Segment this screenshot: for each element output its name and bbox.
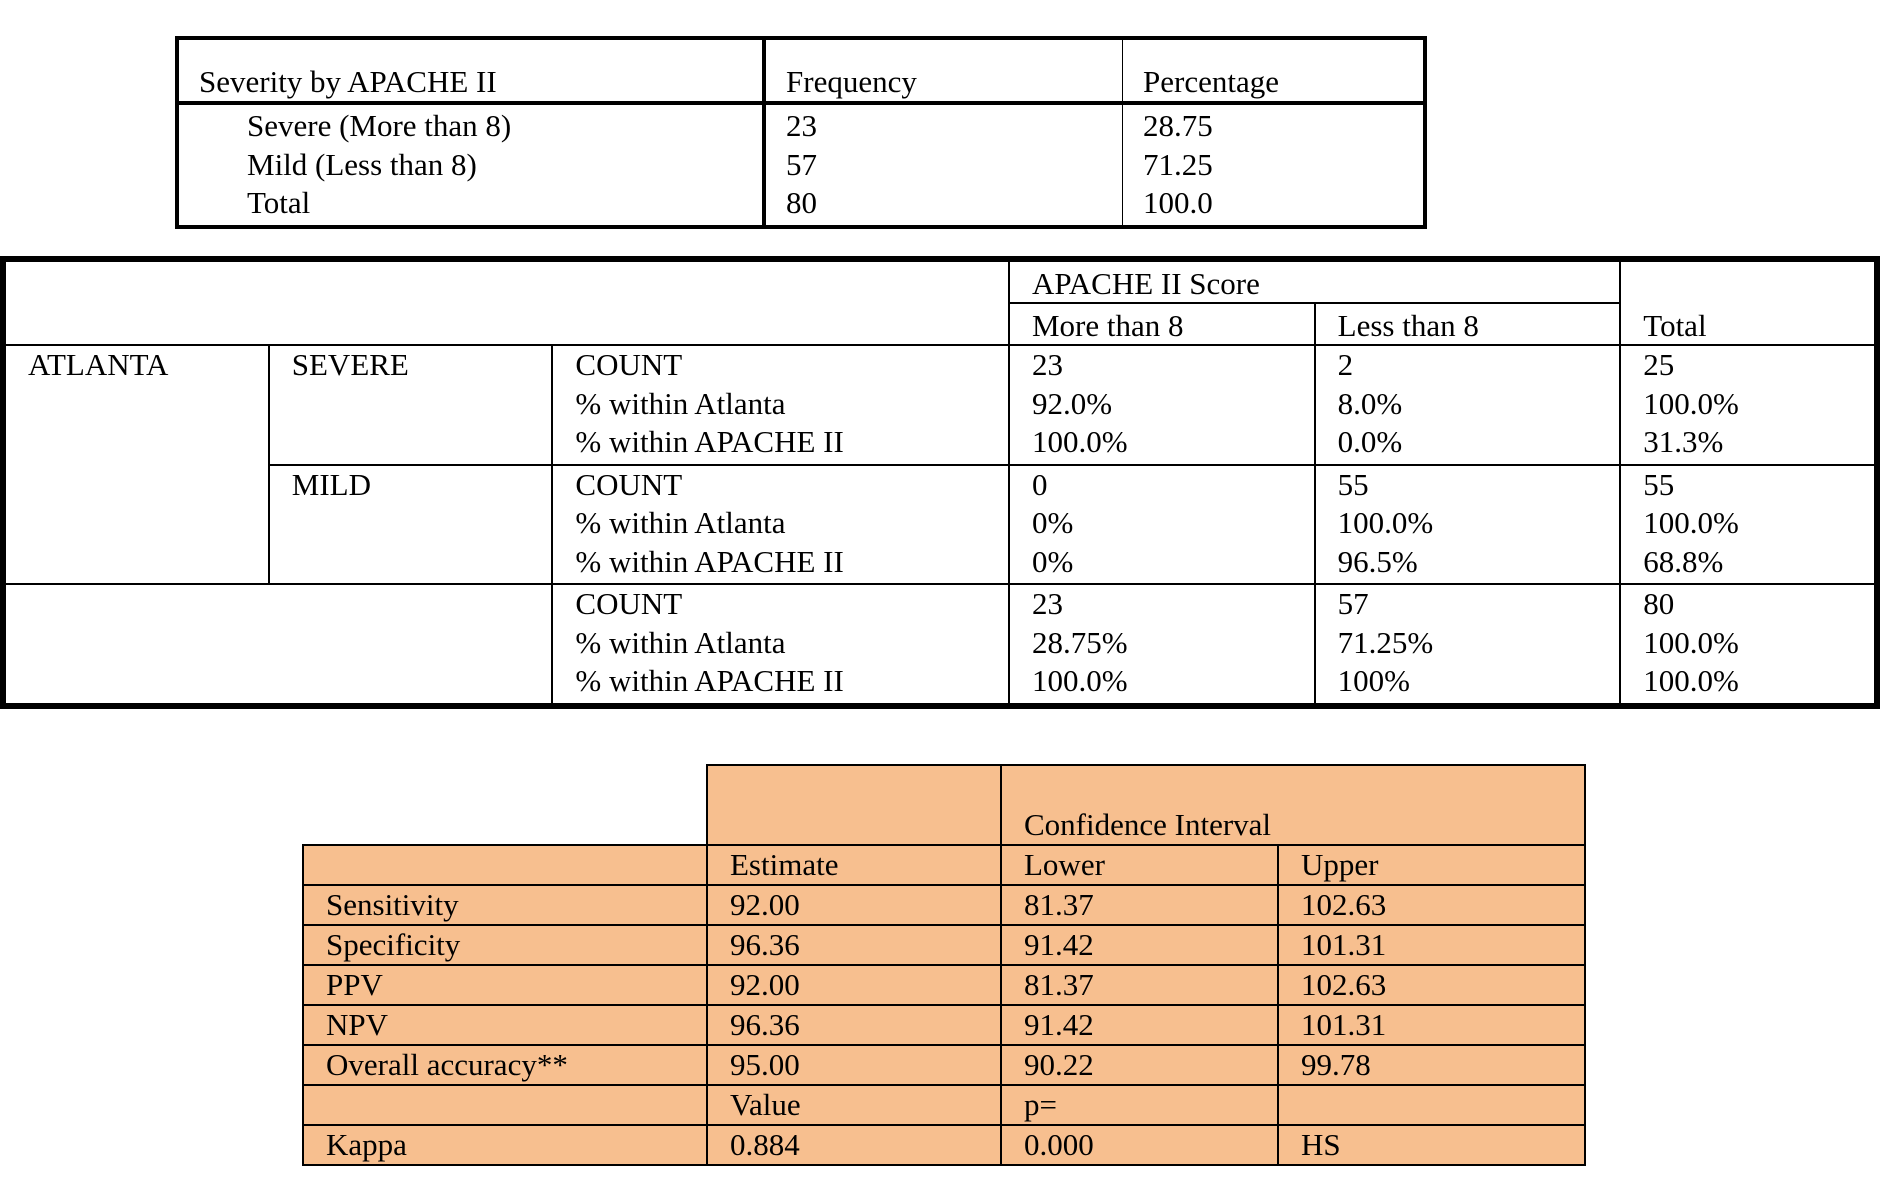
table2-section-label: MILD <box>269 465 553 585</box>
table3-upper: 102.63 <box>1278 885 1585 925</box>
table3-label: PPV <box>303 965 707 1005</box>
table2-cell: 23 <box>1031 347 1063 382</box>
table3-row <box>303 885 1585 925</box>
table3-empty-corner <box>303 765 707 845</box>
table1-frequency-column <box>764 103 1123 227</box>
table3-estimate: 92.00 <box>707 885 1001 925</box>
table3-p-header: p= <box>1001 1085 1278 1125</box>
table1-cell: 57 <box>786 146 817 182</box>
table2-corner-cell <box>3 259 1009 345</box>
table3-label: Sensitivity <box>303 885 707 925</box>
table3-row-label-blank <box>303 1085 707 1125</box>
table3-upper: 101.31 <box>1278 1005 1585 1045</box>
table3-lower-header: Lower <box>1001 845 1278 885</box>
table2-cell: 31.3% <box>1643 424 1724 459</box>
table3-lower: 81.37 <box>1001 885 1278 925</box>
table2-cell: % within Atlanta <box>575 385 786 421</box>
table2-cell: 80 <box>1643 586 1675 621</box>
table3-blank-estimate-header <box>707 765 1001 845</box>
table2-less-values <box>1315 465 1621 585</box>
table2-section-total <box>3 584 1877 706</box>
table2-cell: 100.0% <box>1643 505 1739 540</box>
table2-cell: % within APACHE II <box>575 424 844 459</box>
table3-upper-header: Upper <box>1278 845 1585 885</box>
table3-row <box>303 965 1585 1005</box>
table3-blank-cell <box>1278 1085 1585 1125</box>
table1-cell: Mild (Less than 8) <box>247 146 477 182</box>
severity-frequency-table <box>175 36 1427 229</box>
table2-cell: 2 <box>1337 347 1354 382</box>
table3-value-header: Value <box>707 1085 1001 1125</box>
table2-cell: 100.0% <box>1643 663 1739 698</box>
table3-label: Overall accuracy** <box>303 1045 707 1085</box>
table2-more-values <box>1009 465 1315 585</box>
table2-cell: 100.0% <box>1337 505 1434 540</box>
table2-cell: COUNT <box>575 586 683 621</box>
table3-lower: 90.22 <box>1001 1045 1278 1085</box>
table2-group-header: APACHE II Score <box>1009 259 1620 303</box>
table2-header-row-1 <box>3 259 1877 303</box>
table3-estimate-header: Estimate <box>707 845 1001 885</box>
table2-cell: COUNT <box>575 347 683 382</box>
table2-cell: 0.0% <box>1337 424 1403 459</box>
diagnostic-accuracy-table <box>302 764 1586 1166</box>
table2-total-values <box>1620 465 1877 585</box>
table3-kappa-value: 0.884 <box>707 1125 1001 1165</box>
table1-header-frequency: Frequency <box>764 38 1123 103</box>
table1-cell: 28.75 <box>1143 108 1213 143</box>
table2-cell: 96.5% <box>1337 543 1418 579</box>
table2-header-more: More than 8 <box>1009 303 1315 345</box>
table3-upper: 102.63 <box>1278 965 1585 1005</box>
table2-row-group-label: ATLANTA <box>3 345 269 584</box>
table3-row-label-blank <box>303 845 707 885</box>
table2-header-total: Total <box>1620 259 1877 345</box>
table3-lower: 81.37 <box>1001 965 1278 1005</box>
table1-header-row <box>177 38 1425 103</box>
table3-upper: 101.31 <box>1278 925 1585 965</box>
table3-label: Specificity <box>303 925 707 965</box>
table3-estimate: 96.36 <box>707 925 1001 965</box>
table2-total-values <box>1620 345 1877 465</box>
table2-header-less: Less than 8 <box>1315 303 1621 345</box>
table3-ci-header: Confidence Interval <box>1001 765 1585 845</box>
table2-section-severe <box>3 345 1877 465</box>
table2-cell: 8.0% <box>1337 385 1403 421</box>
table2-cell: 23 <box>1031 586 1063 621</box>
table3-row <box>303 1005 1585 1045</box>
table2-cell: 0% <box>1031 543 1074 579</box>
table2-cell: 25 <box>1643 347 1675 382</box>
table1-cell: 23 <box>786 108 817 143</box>
table2-cell: 100% <box>1337 663 1410 698</box>
table2-cell: % within Atlanta <box>575 505 786 540</box>
table2-section-label <box>3 584 552 706</box>
table2-cell: 100.0% <box>1031 663 1128 698</box>
table3-header-row-2 <box>303 845 1585 885</box>
table3-kappa-significance: HS <box>1278 1125 1585 1165</box>
table2-cell: 100.0% <box>1643 624 1739 660</box>
table2-cell: % within APACHE II <box>575 663 844 698</box>
table1-cell: 80 <box>786 185 817 220</box>
table3-label: Kappa <box>303 1125 707 1165</box>
table1-severity-column <box>177 103 764 227</box>
table3-upper: 99.78 <box>1278 1045 1585 1085</box>
table3-estimate: 95.00 <box>707 1045 1001 1085</box>
table2-cell: 68.8% <box>1643 543 1724 579</box>
table2-cell: 71.25% <box>1337 624 1434 660</box>
table1-cell: 100.0 <box>1143 185 1213 220</box>
table2-section-mild <box>3 465 1877 585</box>
table1-cell: Severe (More than 8) <box>247 108 512 143</box>
table2-section-label: SEVERE <box>269 345 553 465</box>
table2-measures <box>552 465 1009 585</box>
table2-less-values <box>1315 345 1621 465</box>
table2-cell: 28.75% <box>1031 624 1128 660</box>
table2-measures <box>552 584 1009 706</box>
table1-percentage-column <box>1123 103 1426 227</box>
table2-cell: 0% <box>1031 505 1074 540</box>
table1-cell: 71.25 <box>1143 146 1213 182</box>
table3-row <box>303 1045 1585 1085</box>
table3-header-row-1 <box>303 765 1585 845</box>
table3-row <box>303 925 1585 965</box>
table2-cell: 55 <box>1337 466 1369 502</box>
table3-kappa-header-row <box>303 1085 1585 1125</box>
table1-body <box>177 103 1425 227</box>
table2-cell: 100.0% <box>1643 385 1739 421</box>
table3-kappa-p: 0.000 <box>1001 1125 1278 1165</box>
table2-less-values <box>1315 584 1621 706</box>
table2-cell: 55 <box>1643 466 1675 502</box>
table1-header-percentage: Percentage <box>1123 38 1426 103</box>
atlanta-apache-crosstab <box>0 256 1880 709</box>
table2-more-values <box>1009 345 1315 465</box>
table1-header-severity: Severity by APACHE II <box>177 38 764 103</box>
table2-more-values <box>1009 584 1315 706</box>
table2-cell: 57 <box>1337 586 1369 621</box>
table3-estimate: 92.00 <box>707 965 1001 1005</box>
table2-cell: % within APACHE II <box>575 543 844 579</box>
table2-cell: COUNT <box>575 466 683 502</box>
table3-kappa-row <box>303 1125 1585 1165</box>
table2-cell: 100.0% <box>1031 424 1128 459</box>
table3-lower: 91.42 <box>1001 925 1278 965</box>
table2-total-values <box>1620 584 1877 706</box>
table1-cell: Total <box>247 185 311 220</box>
table3-estimate: 96.36 <box>707 1005 1001 1045</box>
table2-cell: 92.0% <box>1031 385 1113 421</box>
table2-cell: % within Atlanta <box>575 624 786 660</box>
table3-lower: 91.42 <box>1001 1005 1278 1045</box>
table3-label: NPV <box>303 1005 707 1045</box>
table2-measures <box>552 345 1009 465</box>
table2-cell: 0 <box>1031 466 1048 502</box>
